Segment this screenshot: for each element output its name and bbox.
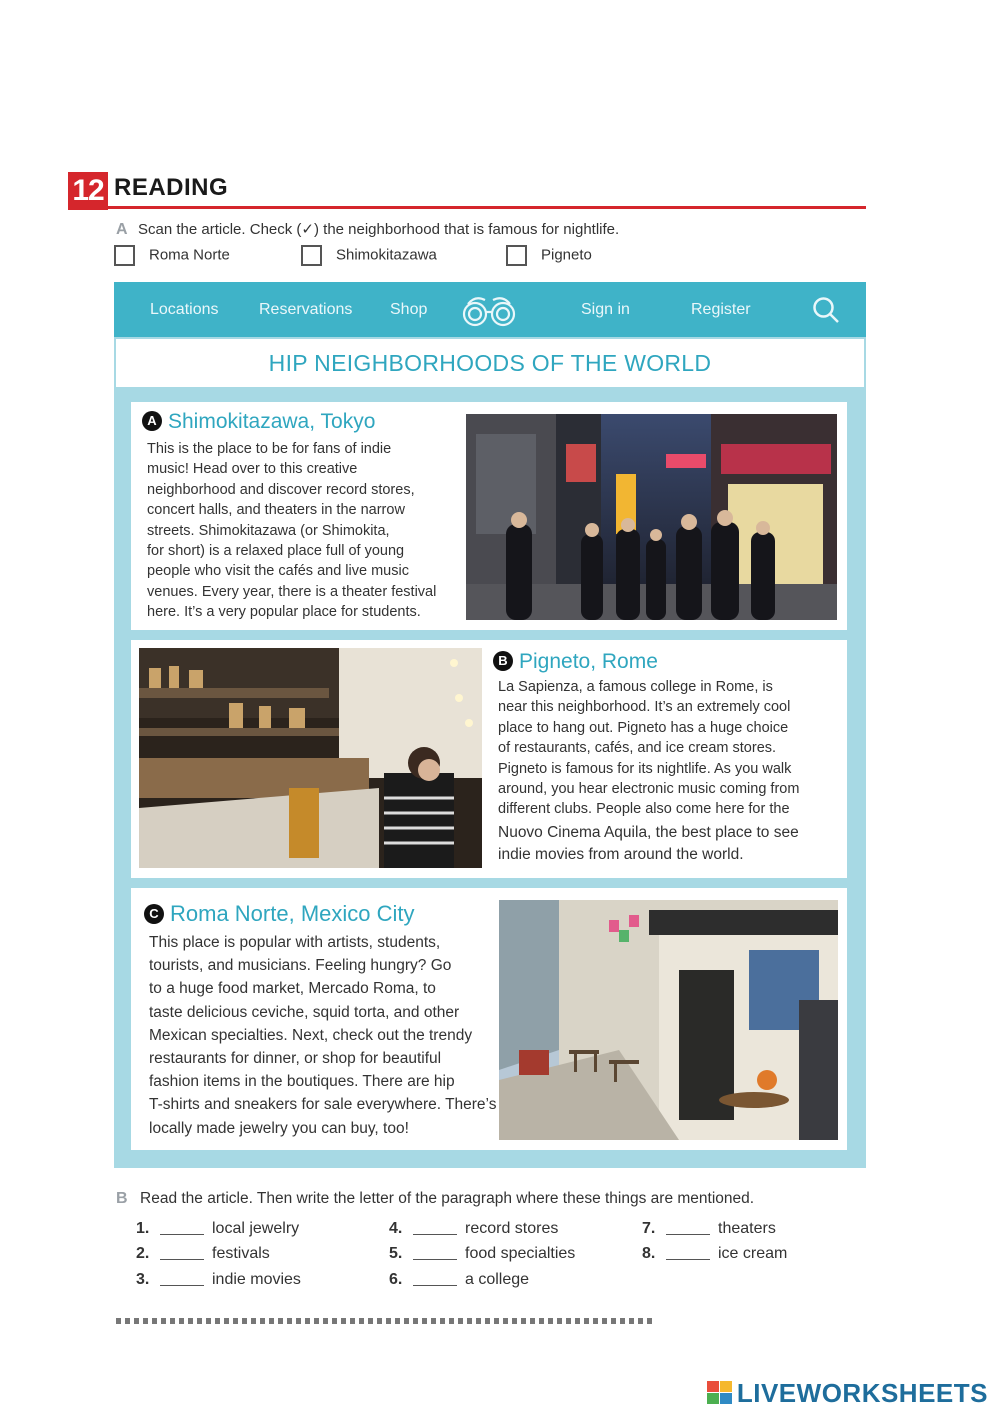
liveworksheets-brand (707, 1378, 988, 1412)
item-number: 2. (136, 1245, 150, 1262)
text-line: around, you hear electronic music coming from (498, 781, 800, 798)
nav-sign-in[interactable]: Sign in (581, 301, 630, 318)
text-line: of restaurants, cafés, and ice cream stores. (498, 740, 777, 757)
item-text: festivals (212, 1245, 270, 1262)
exercise-b-instruction (116, 1190, 754, 1208)
item-number: 7. (642, 1220, 656, 1237)
option-label: Roma Norte (149, 246, 230, 264)
text-line: tourists, and musicians. Feeling hungry? Go (149, 957, 452, 975)
article-card-c (131, 888, 847, 1150)
text-line: concert halls, and theaters in the narrow (147, 502, 405, 519)
option-shimokitazawa[interactable] (301, 245, 437, 266)
item-number: 8. (642, 1245, 656, 1262)
article-a-body (147, 439, 467, 623)
exercise-item[interactable] (136, 1245, 270, 1263)
article-b-body (498, 677, 838, 820)
text-line: people who visit the cafés and live music (147, 563, 409, 580)
text-line: near this neighborhood. It’s an extremely cool (498, 699, 791, 716)
article-b-letter: B (493, 651, 513, 671)
unit-number-badge: 12 (68, 172, 108, 210)
article-c-letter: C (144, 904, 164, 924)
site-navbar (114, 282, 866, 337)
item-text: food specialties (465, 1245, 576, 1262)
text-line: Pigneto is famous for its nightlife. As you walk (498, 760, 792, 777)
rome-cafe-photo (139, 648, 482, 868)
article-c-heading (144, 901, 415, 927)
search-icon[interactable] (812, 296, 840, 329)
article-c-title: Roma Norte, Mexico City (170, 901, 415, 926)
article-card-a (131, 402, 847, 630)
item-number: 4. (389, 1220, 403, 1237)
checkbox[interactable] (114, 245, 135, 266)
exercise-item[interactable] (389, 1220, 558, 1238)
option-label: Shimokitazawa (336, 246, 437, 264)
article-c-body (149, 931, 499, 1140)
page-title-bar (116, 339, 864, 387)
answer-blank[interactable] (160, 1271, 204, 1286)
title-divider (108, 206, 866, 209)
page-title: HIP NEIGHBORHOODS OF THE WORLD (268, 350, 712, 376)
article-b-heading (493, 650, 658, 674)
nav-register[interactable]: Register (691, 301, 751, 318)
liveworksheets-logo-icon (707, 1381, 733, 1412)
article-b-body-continued (498, 822, 838, 866)
exercise-a-text: Scan the article. Check (✓) the neighborhood that is famous for nightlife. (138, 221, 620, 238)
nav-locations[interactable]: Locations (150, 301, 219, 318)
item-number: 6. (389, 1271, 403, 1288)
article-a-letter: A (142, 411, 162, 431)
item-number: 5. (389, 1245, 403, 1262)
exercise-item[interactable] (642, 1245, 787, 1263)
answer-blank[interactable] (666, 1245, 710, 1260)
item-text: theaters (718, 1220, 776, 1237)
item-number: 3. (136, 1271, 150, 1288)
text-line: restaurants for dinner, or shop for beautiful (149, 1050, 442, 1068)
binoculars-logo-icon[interactable] (460, 292, 518, 333)
item-text: local jewelry (212, 1220, 300, 1237)
text-line: T-shirts and sneakers for sale everywhere. There’s (149, 1096, 497, 1114)
item-text: a college (465, 1271, 530, 1288)
answer-blank[interactable] (413, 1220, 457, 1235)
exercise-a-letter: A (116, 221, 128, 238)
text-line: indie movies from around the world. (498, 846, 744, 863)
article-a-heading (142, 410, 375, 434)
brand-name: LIVEWORKSHEETS (736, 1378, 988, 1408)
mexico-city-street-photo (499, 900, 838, 1140)
text-line: streets. Shimokitazawa (or Shimokita, (147, 522, 390, 539)
section-title: READING (114, 174, 229, 201)
item-text: record stores (465, 1220, 559, 1237)
text-line: taste delicious ceviche, squid torta, and other (149, 1003, 460, 1021)
text-line: to a huge food market, Mercado Roma, to (149, 980, 436, 998)
answer-blank[interactable] (160, 1245, 204, 1260)
answer-blank[interactable] (413, 1245, 457, 1260)
text-line: locally made jewelry you can buy, too! (149, 1119, 409, 1137)
text-line: place to hang out. Pigneto has a huge choice (498, 719, 789, 736)
exercise-a-instruction (116, 220, 619, 239)
article-a-title: Shimokitazawa, Tokyo (168, 410, 376, 433)
answer-blank[interactable] (413, 1271, 457, 1286)
checkbox[interactable] (301, 245, 322, 266)
article-b-title: Pigneto, Rome (519, 650, 658, 673)
text-line: for short) is a relaxed place full of young (147, 543, 405, 560)
text-line: Mexican specialties. Next, check out the trendy (149, 1026, 473, 1044)
article-card-b (131, 640, 847, 878)
item-number: 1. (136, 1220, 150, 1237)
text-line: music! Head over to this creative (147, 461, 358, 478)
exercise-item[interactable] (642, 1220, 776, 1238)
tokyo-street-photo (466, 414, 837, 620)
exercise-b-items (136, 1220, 836, 1300)
exercise-item[interactable] (389, 1271, 529, 1289)
exercise-item[interactable] (136, 1271, 301, 1289)
option-pigneto[interactable] (506, 245, 592, 266)
text-line: fashion items in the boutiques. There are hip (149, 1073, 455, 1091)
nav-shop[interactable]: Shop (390, 301, 428, 318)
text-line: here. It’s a very popular place for students. (147, 604, 421, 621)
exercise-b-text: Read the article. Then write the letter of the paragraph where these things are mentioned. (140, 1190, 755, 1207)
answer-blank[interactable] (160, 1220, 204, 1235)
nav-reservations[interactable]: Reservations (259, 301, 353, 318)
text-line: This place is popular with artists, students, (149, 934, 441, 951)
option-label: Pigneto (541, 246, 592, 264)
exercise-item[interactable] (389, 1245, 575, 1263)
truncated-exercise-c (116, 1318, 656, 1324)
checkbox[interactable] (506, 245, 527, 266)
text-line: La Sapienza, a famous college in Rome, is (498, 679, 773, 695)
text-line: different clubs. People also come here for the (498, 801, 790, 818)
item-text: ice cream (718, 1245, 788, 1262)
exercise-b-letter: B (116, 1190, 128, 1207)
exercise-item[interactable] (136, 1220, 299, 1238)
item-text: indie movies (212, 1271, 301, 1288)
answer-blank[interactable] (666, 1220, 710, 1235)
text-line: venues. Every year, there is a theater festival (147, 583, 437, 600)
exercise-a-options (114, 245, 734, 269)
text-line: This is the place to be for fans of indie (147, 441, 392, 457)
text-line: neighborhood and discover record stores, (147, 481, 415, 498)
text-line: Nuovo Cinema Aquila, the best place to see (498, 824, 799, 841)
option-roma-norte[interactable] (114, 245, 230, 266)
